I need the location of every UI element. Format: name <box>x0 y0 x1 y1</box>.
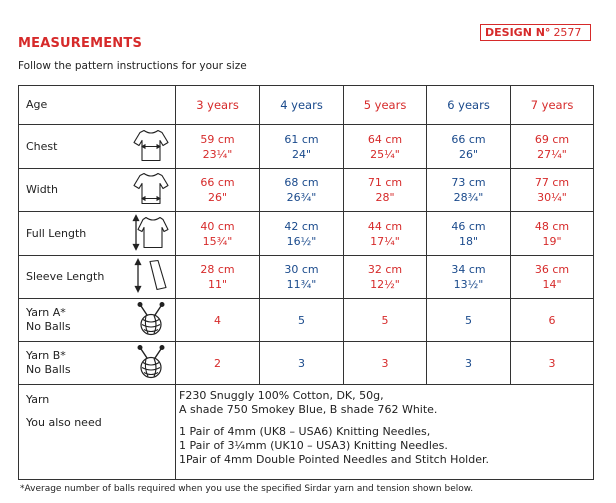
value-primary: 59 cm <box>200 132 235 146</box>
value-secondary: 15¾" <box>202 234 233 248</box>
full-length-value-3 <box>344 212 427 256</box>
value-primary: 5 <box>465 313 472 327</box>
value-primary: 36 cm <box>534 263 570 276</box>
chest-value-1 <box>176 125 260 169</box>
also-need-label: You also need <box>26 416 102 429</box>
yarn-label-cell <box>19 385 176 480</box>
value-primary: 3 <box>465 356 472 370</box>
yarn-a-value-3 <box>344 299 427 342</box>
spacer <box>179 417 593 425</box>
value-primary: 68 cm <box>284 176 319 189</box>
width-value-5 <box>511 169 594 212</box>
also-need-line: 1Pair of 4mm Double Pointed Needles and Stitch Holder. <box>179 453 489 466</box>
value-primary: 3 <box>298 356 305 370</box>
size-header-2: 4 years <box>260 86 344 125</box>
value-primary: 30 cm <box>284 263 319 276</box>
value-primary: 2 <box>214 356 221 370</box>
sleeve-length-value-2 <box>260 256 344 299</box>
also-need-line: 1 Pair of 4mm (UK8 – USA6) Knitting Needles, <box>179 425 431 438</box>
value-primary: 3 <box>548 356 556 370</box>
value-secondary: 11" <box>207 278 228 291</box>
sleeve-length-label-cell <box>19 256 176 299</box>
value-secondary: 12½" <box>370 278 400 291</box>
size-header-4: 6 years <box>427 86 511 125</box>
chest-value-5 <box>511 125 594 169</box>
value-primary: 48 cm <box>534 219 570 233</box>
value-primary: 64 cm <box>367 132 403 146</box>
design-number-badge <box>480 24 591 41</box>
full-length-value-1 <box>176 212 260 256</box>
sleeve-length-row <box>19 256 594 299</box>
yarn-row <box>19 385 594 480</box>
yarn-a-row <box>19 299 594 342</box>
yarn-ball-needles-icon <box>132 301 170 340</box>
value-primary: 71 cm <box>367 176 403 189</box>
value-secondary: 24" <box>291 147 312 161</box>
full-length-label: Full Length <box>26 226 87 240</box>
yarn-b-value-1 <box>176 342 260 385</box>
value-secondary: 26" <box>458 147 479 161</box>
value-primary: 4 <box>214 313 221 327</box>
value-secondary: 23¼" <box>202 147 233 161</box>
value-primary: 69 cm <box>534 132 570 146</box>
design-label: DESIGN N° <box>485 26 551 39</box>
yarn-description-cell <box>176 385 594 480</box>
yarn-b-value-2 <box>260 342 344 385</box>
value-secondary: 18" <box>458 234 479 248</box>
value-primary: 77 cm <box>534 176 570 189</box>
value-primary: 40 cm <box>200 219 235 233</box>
chest-row <box>19 125 594 169</box>
value-secondary: 19" <box>542 234 562 248</box>
garment-chest-icon <box>132 128 170 165</box>
sleeve-length-value-4 <box>427 256 511 299</box>
value-secondary: 14" <box>542 278 562 291</box>
yarn-a-value-1 <box>176 299 260 342</box>
value-primary: 6 <box>548 313 556 327</box>
value-secondary: 26" <box>207 191 228 204</box>
intro-text: Follow the pattern instructions for your size <box>18 60 247 72</box>
full-length-label-cell <box>19 212 176 256</box>
sleeve-length-icon <box>132 258 170 297</box>
sleeve-length-value-5 <box>511 256 594 299</box>
width-value-1 <box>176 169 260 212</box>
yarn-label: Yarn <box>26 393 50 406</box>
design-number: 2577 <box>553 26 582 39</box>
also-need-line: 1 Pair of 3¼mm (UK10 – USA3) Knitting Needles. <box>179 439 448 452</box>
full-length-row <box>19 212 594 256</box>
size-header-1: 3 years <box>176 86 260 125</box>
value-primary: 3 <box>381 356 389 370</box>
yarn-b-label: No Balls <box>26 363 71 376</box>
value-primary: 28 cm <box>200 263 235 276</box>
width-row <box>19 169 594 212</box>
value-primary: 42 cm <box>284 219 319 233</box>
age-label-cell <box>19 86 176 125</box>
value-primary: 5 <box>298 313 305 327</box>
value-primary: 73 cm <box>451 176 486 189</box>
measurements-table <box>18 85 594 480</box>
yarn-ball-needles-icon <box>132 344 170 383</box>
yarn-a-label: No Balls <box>26 320 71 333</box>
width-value-3 <box>344 169 427 212</box>
full-length-value-2 <box>260 212 344 256</box>
value-primary: 66 cm <box>200 176 235 189</box>
value-primary: 5 <box>381 313 389 327</box>
value-primary: 32 cm <box>367 263 403 276</box>
yarn-b-value-3 <box>344 342 427 385</box>
size-header-3: 5 years <box>344 86 427 125</box>
yarn-a-value-5 <box>511 299 594 342</box>
value-primary: 66 cm <box>451 132 486 146</box>
yarn-a-value-4 <box>427 299 511 342</box>
value-secondary: 13½" <box>453 278 484 291</box>
value-secondary: 16½" <box>286 234 317 248</box>
value-primary: 46 cm <box>451 219 486 233</box>
yarn-b-label: Yarn B* <box>26 349 66 362</box>
yarn-b-row <box>19 342 594 385</box>
width-label: Width <box>26 183 58 196</box>
chest-value-2 <box>260 125 344 169</box>
value-primary: 44 cm <box>367 219 403 233</box>
sleeve-length-value-3 <box>344 256 427 299</box>
value-secondary: 30¼" <box>537 191 567 204</box>
value-secondary: 26¾" <box>286 191 317 204</box>
width-value-4 <box>427 169 511 212</box>
garment-width-icon <box>132 172 170 209</box>
yarn-description-line: F230 Snuggly 100% Cotton, DK, 50g, <box>179 389 384 402</box>
sleeve-length-label: Sleeve Length <box>26 270 105 283</box>
width-label-cell <box>19 169 176 212</box>
value-secondary: 28" <box>375 191 395 204</box>
garment-length-icon <box>132 214 170 253</box>
value-secondary: 25¼" <box>370 147 400 161</box>
chest-value-4 <box>427 125 511 169</box>
page-title: MEASUREMENTS <box>18 36 143 51</box>
age-row <box>19 86 594 125</box>
chest-label: Chest <box>26 139 58 153</box>
yarn-a-label: Yarn A* <box>26 306 66 319</box>
value-secondary: 28¾" <box>453 191 484 204</box>
yarn-a-value-2 <box>260 299 344 342</box>
size-header-5: 7 years <box>511 86 594 125</box>
chest-value-3 <box>344 125 427 169</box>
width-value-2 <box>260 169 344 212</box>
footnote: *Average number of balls required when you use the specified Sirdar yarn and tension shown below. <box>20 484 474 494</box>
yarn-b-value-5 <box>511 342 594 385</box>
chest-label-cell <box>19 125 176 169</box>
yarn-b-label-cell <box>19 342 176 385</box>
sleeve-length-value-1 <box>176 256 260 299</box>
full-length-value-5 <box>511 212 594 256</box>
value-primary: 61 cm <box>284 132 319 146</box>
value-secondary: 17¼" <box>370 234 400 248</box>
value-primary: 34 cm <box>451 263 486 276</box>
age-label: Age <box>26 98 48 111</box>
yarn-b-value-4 <box>427 342 511 385</box>
yarn-a-label-cell <box>19 299 176 342</box>
full-length-value-4 <box>427 212 511 256</box>
value-secondary: 27¼" <box>537 147 567 161</box>
yarn-description-line: A shade 750 Smokey Blue, B shade 762 White. <box>179 403 438 416</box>
value-secondary: 11¾" <box>286 278 317 291</box>
